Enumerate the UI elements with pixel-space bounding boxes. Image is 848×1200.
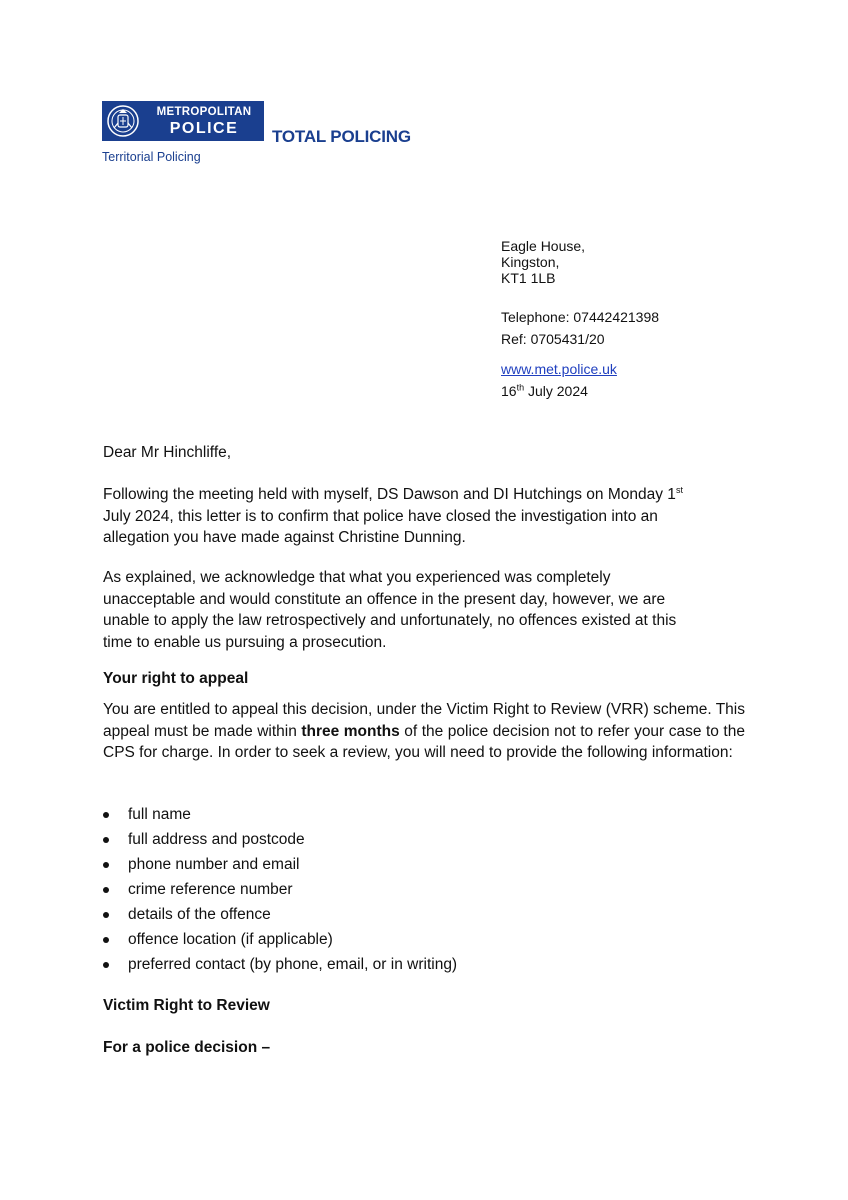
date-suffix: th [516, 382, 525, 393]
logo-blue-block [102, 101, 264, 141]
address-postcode: KT1 1LB [501, 270, 556, 286]
logo-police: POLICE [169, 120, 239, 137]
list-item: offence location (if applicable) [103, 929, 457, 954]
para3-text-b: of the police decision not to refer your case to the CPS for charge. In order to seek a review, you will need to provide the following information: [103, 722, 745, 761]
required-info-list [103, 804, 457, 979]
para2-line1: As explained, we acknowledge that what you experienced was completely [103, 569, 611, 586]
website-link[interactable]: www.met.police.uk [501, 361, 617, 377]
para2-line2: unacceptable and would constitute an offence in the present day, however, we are [103, 590, 666, 608]
contact-details [501, 308, 659, 352]
heading-victim-right-to-review: Victim Right to Review [103, 997, 270, 1014]
list-item: details of the offence [103, 904, 457, 929]
telephone: Telephone: 07442421398 [501, 309, 660, 325]
date-rest: July 2024 [524, 383, 588, 399]
list-item: full address and postcode [103, 829, 457, 854]
list-item: phone number and email [103, 854, 457, 879]
list-item: full name [103, 804, 457, 829]
sender-address [501, 238, 585, 286]
address-line: Kingston, [501, 254, 560, 270]
met-police-logo [102, 101, 411, 167]
para1-line1: Following the meeting held with myself, DS Dawson and DI Hutchings on Monday 1 [103, 486, 676, 503]
para1-sup: st [675, 484, 683, 495]
logo-tagline: TOTAL POLICING [272, 127, 411, 146]
para2-line4: time to enable us pursuing a prosecution. [103, 633, 387, 651]
heading-right-to-appeal: Your right to appeal [103, 670, 249, 687]
reference: Ref: 0705431/20 [501, 331, 605, 347]
date-day: 16 [501, 383, 517, 399]
paragraph-meeting [103, 484, 745, 549]
list-item: preferred contact (by phone, email, or in writing) [103, 954, 457, 979]
para1-line2: July 2024, this letter is to confirm that police have closed the investigation into an [103, 507, 658, 525]
logo-metropolitan: METROPOLITAN [156, 106, 252, 118]
salutation: Dear Mr Hinchliffe, [103, 444, 232, 461]
logo-subtitle: Territorial Policing [102, 150, 201, 164]
para3-bold: three months [301, 722, 400, 740]
paragraph-appeal [103, 699, 745, 764]
para3-text-a: You are entitled to appeal this decision, under the Victim Right to Review (VRR) scheme. This appeal must be made within [103, 701, 745, 740]
para2-line3: unable to apply the law retrospectively and unfortunately, no offences existed at this [103, 612, 677, 629]
letter-date [501, 383, 588, 399]
list-item: crime reference number [103, 879, 457, 904]
heading-police-decision: For a police decision – [103, 1039, 271, 1056]
address-line: Eagle House, [501, 238, 586, 254]
paragraph-explanation [103, 567, 745, 653]
para1-line3: allegation you have made against Christine Dunning. [103, 529, 466, 546]
police-crest-icon [106, 104, 140, 138]
